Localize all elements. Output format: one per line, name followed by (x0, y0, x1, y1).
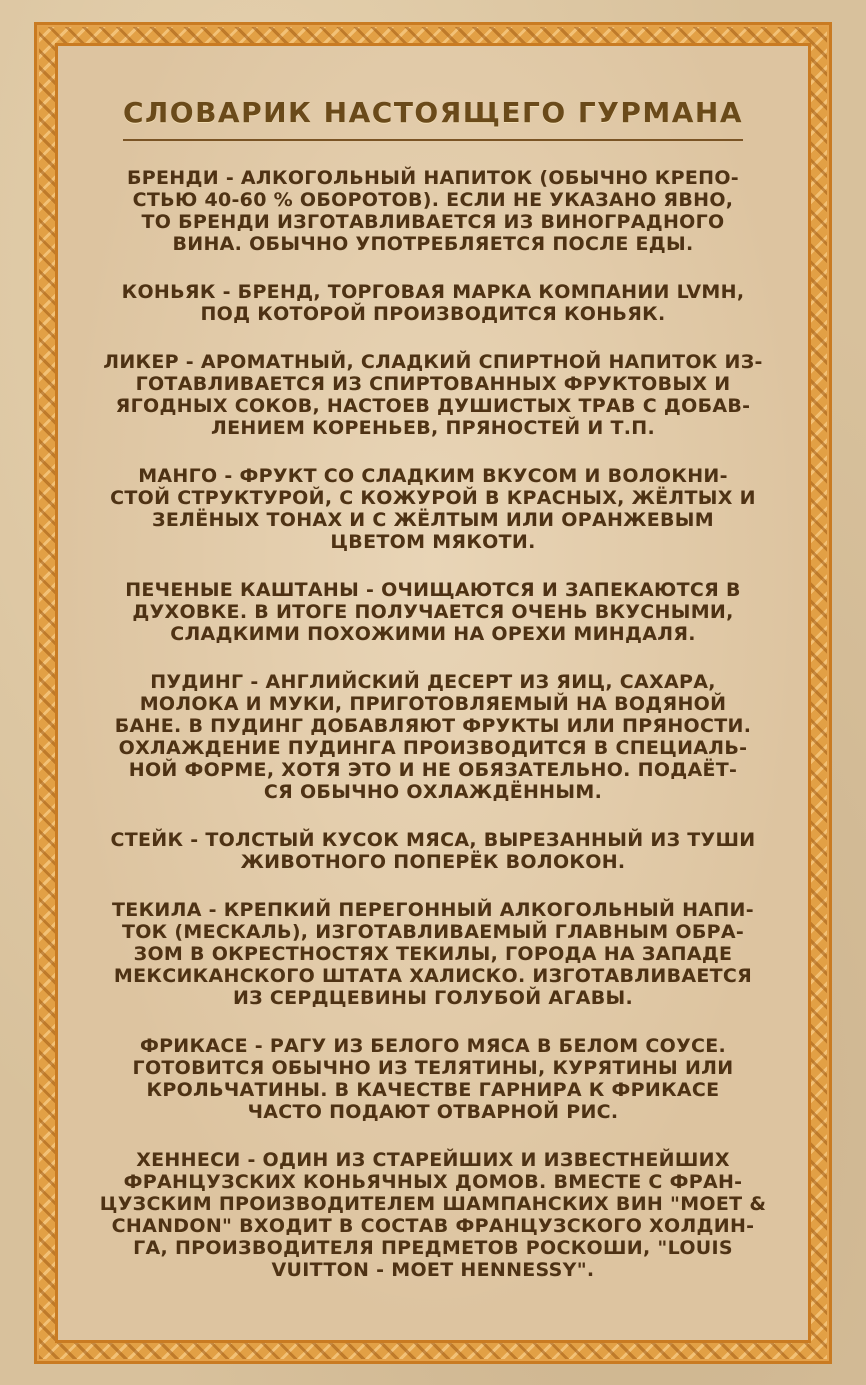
entry-line: ТЕКИЛА - КРЕПКИЙ ПЕРЕГОННЫЙ АЛКОГОЛЬНЫЙ НАПИ- (112, 899, 754, 921)
entry-line: БАНЕ. В ПУДИНГ ДОБАВЛЯЮТ ФРУКТЫ ИЛИ ПРЯНОСТИ. (114, 715, 752, 737)
entry-line: СЯ ОБЫЧНО ОХЛАЖДЁННЫМ. (263, 781, 603, 803)
entry-steak (83, 829, 783, 873)
page-title: СЛОВАРИК НАСТОЯЩЕГО ГУРМАНА (122, 96, 744, 129)
entry-line: ПОД КОТОРОЙ ПРОИЗВОДИТСЯ КОНЬЯК. (200, 303, 666, 325)
entry-line: ФРАНЦУЗСКИХ КОНЬЯЧНЫХ ДОМОВ. ВМЕСТЕ С ФРАН- (123, 1171, 743, 1193)
entry-hennessy (83, 1149, 783, 1281)
entry-line: ОХЛАЖДЕНИЕ ПУДИНГА ПРОИЗВОДИТСЯ В СПЕЦИАЛЬ- (118, 737, 748, 759)
entry-line: ТО БРЕНДИ ИЗГОТАВЛИВАЕТСЯ ИЗ ВИНОГРАДНОГО (141, 211, 725, 233)
entry-brandy (83, 167, 783, 255)
entry-line: БРЕНДИ - АЛКОГОЛЬНЫЙ НАПИТОК (ОБЫЧНО КРЕПО- (127, 167, 739, 189)
entry-line: ПЕЧЕНЫЕ КАШТАНЫ - ОЧИЩАЮТСЯ И ЗАПЕКАЮТСЯ В (125, 579, 741, 601)
entry-line: КРОЛЬЧАТИНЫ. В КАЧЕСТВЕ ГАРНИРА К ФРИКАСЕ (146, 1079, 720, 1101)
entry-line: ПУДИНГ - АНГЛИЙСКИЙ ДЕСЕРТ ИЗ ЯИЦ, САХАРА, (150, 671, 716, 693)
entry-line: ГА, ПРОИЗВОДИТЕЛЯ ПРЕДМЕТОВ РОСКОШИ, "LOUIS (133, 1237, 733, 1259)
entry-line: ХЕННЕСИ - ОДИН ИЗ СТАРЕЙШИХ И ИЗВЕСТНЕЙШИХ (136, 1149, 730, 1171)
entry-line: ЯГОДНЫХ СОКОВ, НАСТОЕВ ДУШИСТЫХ ТРАВ С ДОБАВ- (115, 395, 751, 417)
entry-line: ЧАСТО ПОДАЮТ ОТВАРНОЙ РИС. (247, 1101, 619, 1123)
entry-liqueur (83, 351, 783, 439)
entry-mango (83, 465, 783, 553)
entry-line: МЕКСИКАНСКОГО ШТАТА ХАЛИСКО. ИЗГОТАВЛИВАЕТСЯ (113, 965, 753, 987)
entry-line: КОНЬЯК - БРЕНД, ТОРГОВАЯ МАРКА КОМПАНИИ LVMH, (121, 281, 745, 303)
entry-line: ЦУЗСКИМ ПРОИЗВОДИТЕЛЕМ ШАМПАНСКИХ ВИН "МОЕТ & (99, 1193, 767, 1215)
entry-line: VUITTON - МОЕТ HENNESSY". (271, 1259, 595, 1281)
entry-line: СТОЙ СТРУКТУРОЙ, С КОЖУРОЙ В КРАСНЫХ, ЖЁЛТЫХ И (110, 487, 756, 509)
entry-chestnuts (83, 579, 783, 645)
entry-cognac (83, 281, 783, 325)
entry-line: СТЬЮ 40-60 % ОБОРОТОВ). ЕСЛИ НЕ УКАЗАНО ЯВНО, (132, 189, 734, 211)
entry-line: ИЗ СЕРДЦЕВИНЫ ГОЛУБОЙ АГАВЫ. (232, 987, 634, 1009)
entry-line: ЗОМ В ОКРЕСТНОСТЯХ ТЕКИЛЫ, ГОРОДА НА ЗАПАДЕ (133, 943, 733, 965)
entry-line: СЛАДКИМИ ПОХОЖИМИ НА ОРЕХИ МИНДАЛЯ. (170, 623, 696, 645)
entry-line: МОЛОКА И МУКИ, ПРИГОТОВЛЯЕМЫЙ НА ВОДЯНОЙ (139, 693, 727, 715)
entry-line: СТЕЙК - ТОЛСТЫЙ КУСОК МЯСА, ВЫРЕЗАННЫЙ ИЗ ТУШИ (110, 829, 756, 851)
entry-line: CHANDON" ВХОДИТ В СОСТАВ ФРАНЦУЗСКОГО ХОЛДИН- (111, 1215, 755, 1237)
entry-line: ГОТОВИТСЯ ОБЫЧНО ИЗ ТЕЛЯТИНЫ, КУРЯТИНЫ ИЛИ (132, 1057, 734, 1079)
entry-line: МАНГО - ФРУКТ СО СЛАДКИМ ВКУСОМ И ВОЛОКНИ- (138, 465, 728, 487)
entry-line: ЛЕНИЕМ КОРЕНЬЕВ, ПРЯНОСТЕЙ И Т.П. (211, 417, 655, 439)
entry-line: ГОТАВЛИВАЕТСЯ ИЗ СПИРТОВАННЫХ ФРУКТОВЫХ И (135, 373, 731, 395)
glossary-content (52, 40, 814, 1340)
entry-pudding (83, 671, 783, 803)
entry-line: ТОК (МЕСКАЛЬ), ИЗГОТАВЛИВАЕМЫЙ ГЛАВНЫМ ОБРА- (121, 921, 745, 943)
entry-line: ЛИКЕР - АРОМАТНЫЙ, СЛАДКИЙ СПИРТНОЙ НАПИТОК ИЗ- (103, 351, 763, 373)
title-underline (123, 139, 743, 141)
entry-line: ФРИКАСЕ - РАГУ ИЗ БЕЛОГО МЯСА В БЕЛОМ СОУСЕ. (139, 1035, 727, 1057)
entry-line: НОЙ ФОРМЕ, ХОТЯ ЭТО И НЕ ОБЯЗАТЕЛЬНО. ПОДАЁТ- (128, 759, 738, 781)
entry-line: ДУХОВКЕ. В ИТОГЕ ПОЛУЧАЕТСЯ ОЧЕНЬ ВКУСНЫМИ, (132, 601, 734, 623)
entry-line: ЖИВОТНОГО ПОПЕРЁК ВОЛОКОН. (240, 851, 626, 873)
entry-line: ЗЕЛЁНЫХ ТОНАХ И С ЖЁЛТЫМ ИЛИ ОРАНЖЕВЫМ (152, 509, 714, 531)
entry-line: ВИНА. ОБЫЧНО УПОТРЕБЛЯЕТСЯ ПОСЛЕ ЕДЫ. (172, 233, 694, 255)
glossary-entries (52, 167, 814, 1281)
entry-fricassee (83, 1035, 783, 1123)
entry-line: ЦВЕТОМ МЯКОТИ. (330, 531, 536, 553)
entry-tequila (83, 899, 783, 1009)
